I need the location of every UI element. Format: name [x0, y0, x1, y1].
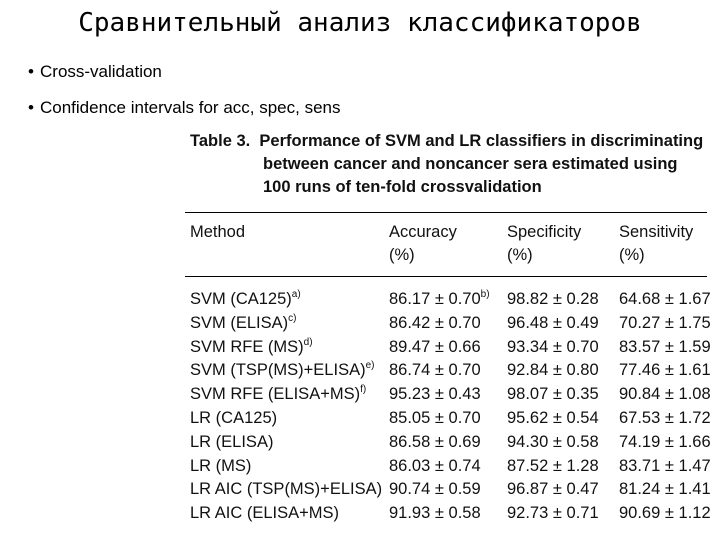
cell-accuracy: 90.74 ± 0.59 — [389, 480, 481, 499]
header-unit: (%) — [507, 246, 533, 264]
cell-method: LR AIC (TSP(MS)+ELISA) — [190, 480, 383, 499]
caption-line — [190, 130, 710, 153]
cell-accuracy: 86.03 ± 0.74 — [389, 456, 481, 475]
cell-sensitivity: 74.19 ± 1.66 — [619, 432, 711, 451]
cell-method: LR AIC (ELISA+MS) — [190, 504, 340, 523]
footnote-marker: e) — [365, 360, 375, 372]
cell-sensitivity: 90.69 ± 1.12 — [619, 504, 711, 523]
slide-title: Сравнительный анализ классификаторов — [78, 8, 642, 38]
footnote-marker: f) — [360, 384, 367, 396]
cell-method: LR (MS) — [190, 456, 252, 475]
cell-accuracy: 86.58 ± 0.69 — [389, 432, 481, 451]
cell-method: SVM RFE (ELISA+MS)$^{f)}$ — [190, 384, 367, 404]
cell-specificity: 94.30 ± 0.58 — [507, 432, 599, 451]
cell-specificity: 95.62 ± 0.54 — [507, 408, 599, 427]
cell-sensitivity: 83.57 ± 1.59 — [619, 337, 711, 356]
header-label: Sensitivity — [619, 223, 694, 241]
header-label: Method — [190, 223, 246, 241]
caption-label: Table 3. — [190, 132, 251, 150]
header-unit: (%) — [619, 246, 645, 264]
header-label: Specificity — [507, 223, 582, 241]
header-sensitivity — [619, 221, 693, 267]
cell-sensitivity: 83.71 ± 1.47 — [619, 456, 711, 475]
bullet-item — [28, 96, 340, 132]
cell-sensitivity: 70.27 ± 1.75 — [619, 313, 711, 332]
header-accuracy — [389, 221, 457, 267]
bullet-marker: • — [28, 62, 34, 81]
cell-method: SVM (TSP(MS)+ELISA)$^{e)}$ — [190, 360, 375, 380]
cell-accuracy: $86.17 \pm 0.70^{b)}$ — [389, 289, 490, 308]
cell-specificity: 98.82 ± 0.28 — [507, 290, 599, 308]
cell-accuracy: 86.74 ± 0.70 — [389, 361, 481, 380]
cell-method: SVM (ELISA)$^{c)}$ — [190, 312, 297, 332]
caption-line: between cancer and noncancer sera estimated using — [263, 155, 678, 173]
cell-specificity: 92.84 ± 0.80 — [507, 361, 599, 380]
table-caption — [190, 130, 710, 199]
cell-specificity: 93.34 ± 0.70 — [507, 337, 599, 356]
cell-sensitivity: 90.84 ± 1.08 — [619, 385, 711, 404]
cell-accuracy: 86.42 ± 0.70 — [389, 313, 481, 332]
header-unit: (%) — [389, 246, 415, 264]
caption-line: 100 runs of ten-fold crossvalidation — [263, 178, 542, 196]
cell-specificity: 96.48 ± 0.49 — [507, 313, 599, 332]
cell-sensitivity: 77.46 ± 1.61 — [619, 361, 711, 380]
table-header-rule — [185, 276, 707, 277]
bullet-text: Cross-validation — [40, 62, 162, 81]
cell-accuracy: 91.93 ± 0.58 — [389, 504, 481, 523]
cell-method: LR (CA125) — [190, 408, 278, 427]
cell-method: LR (ELISA) — [190, 432, 274, 451]
header-method — [190, 221, 245, 244]
footnote-marker: b) — [480, 289, 490, 300]
cell-method: SVM RFE (MS)$^{d)}$ — [190, 336, 313, 356]
bullet-text: Confidence intervals for acc, spec, sens — [40, 98, 341, 117]
footnote-marker: a) — [291, 289, 301, 300]
cell-accuracy: 85.05 ± 0.70 — [389, 408, 481, 427]
cell-accuracy: 89.47 ± 0.66 — [389, 337, 481, 356]
bullet-list — [28, 60, 340, 132]
cell-specificity: 98.07 ± 0.35 — [507, 385, 599, 404]
table-top-rule — [185, 212, 707, 213]
cell-sensitivity: 67.53 ± 1.72 — [619, 408, 711, 427]
cell-method: SVM $(CA125)^{a)}$ — [190, 289, 301, 308]
header-specificity — [507, 221, 581, 267]
cell-sensitivity: 64.68 ± 1.67 — [619, 290, 711, 308]
cell-accuracy: 95.23 ± 0.43 — [389, 385, 481, 404]
footnote-marker: d) — [303, 336, 313, 348]
cell-specificity: 96.87 ± 0.47 — [507, 480, 599, 499]
cell-specificity: 92.73 ± 0.71 — [507, 504, 599, 523]
footnote-marker: c) — [288, 312, 297, 324]
bullet-item — [28, 60, 340, 96]
caption-text: Performance of SVM and LR classifiers in discriminating — [259, 132, 704, 150]
cell-specificity: 87.52 ± 1.28 — [507, 456, 599, 475]
header-label: Accuracy — [389, 223, 457, 241]
bullet-marker: • — [28, 98, 34, 117]
cell-sensitivity: 81.24 ± 1.41 — [619, 480, 711, 499]
